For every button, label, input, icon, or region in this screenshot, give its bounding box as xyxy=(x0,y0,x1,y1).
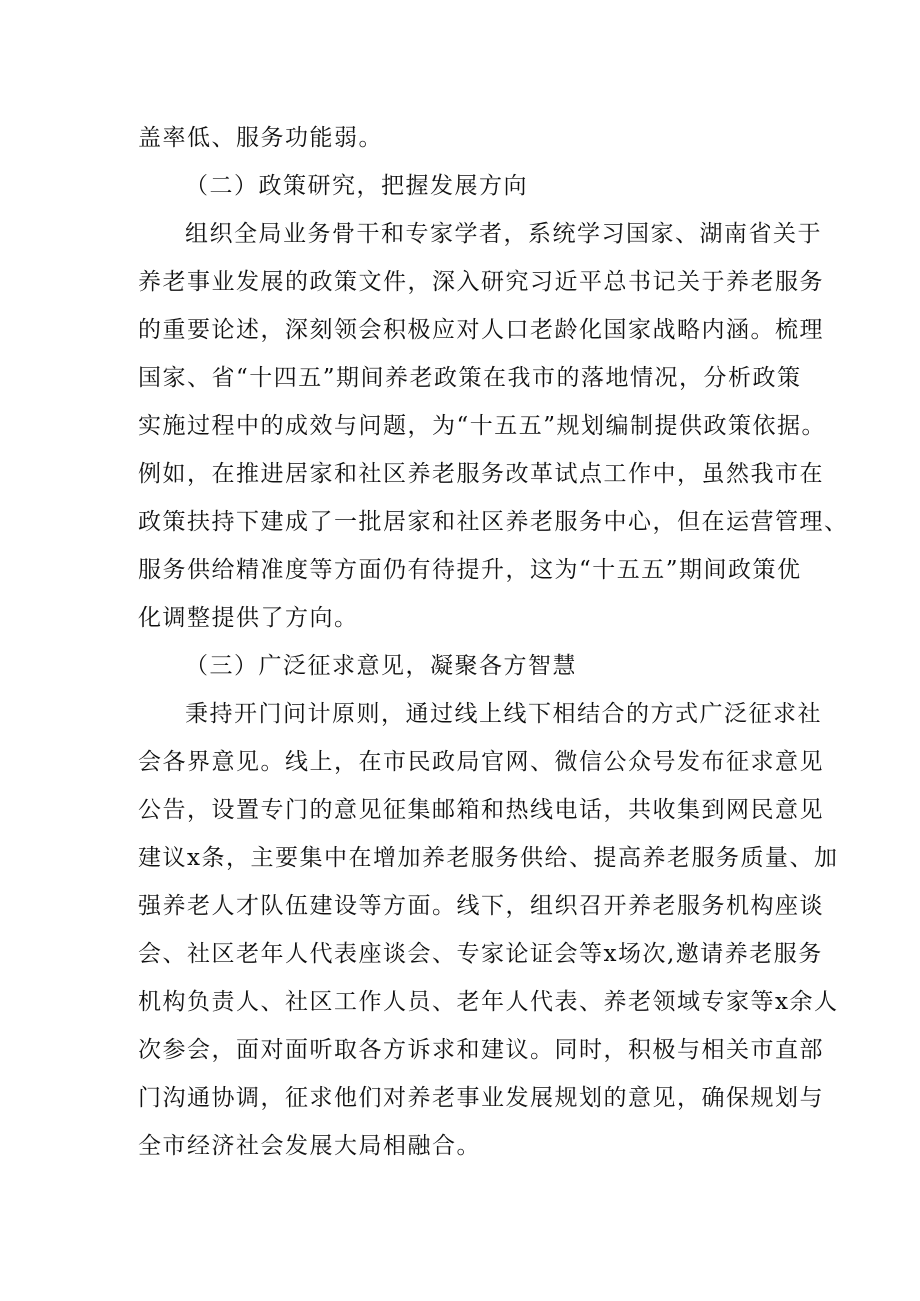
paragraph-line: 会、社区老年人代表座谈会、专家论证会等x场次,邀请养老服务 xyxy=(138,941,823,967)
paragraph-line: 国家、省“十四五”期间养老政策在我市的落地情况，分析政策 xyxy=(138,365,802,391)
paragraph-line: 全市经济社会发展大局相融合。 xyxy=(138,1133,481,1159)
paragraph-line: 的重要论述，深刻领会积极应对人口老龄化国家战略内涵。梳理 xyxy=(138,317,824,343)
paragraph-line: 建议x条，主要集中在增加养老服务供给、提高养老服务质量、加 xyxy=(138,845,839,871)
paragraph-line: 服务供给精准度等方面仍有待提升，这为“十五五”期间政策优 xyxy=(138,557,802,583)
section-heading: （三）广泛征求意见，凝聚各方智慧 xyxy=(185,653,577,679)
paragraph-line: 化调整提供了方向。 xyxy=(138,605,359,631)
paragraph-line: 次参会，面对面听取各方诉求和建议。同时，积极与相关市直部 xyxy=(138,1037,824,1063)
paragraph-line: 机构负责人、社区工作人员、老年人代表、养老领域专家等x余人 xyxy=(138,989,839,1015)
paragraph-line: 秉持开门问计原则，通过线上线下相结合的方式广泛征求社 xyxy=(185,701,822,727)
paragraph-line: 实施过程中的成效与问题，为“十五五”规划编制提供政策依据。 xyxy=(138,413,827,439)
paragraph-line: 盖率低、服务功能弱。 xyxy=(138,125,383,151)
paragraph-line: 门沟通协调，征求他们对养老事业发展规划的意见，确保规划与 xyxy=(138,1085,824,1111)
paragraph-line: 政策扶持下建成了一批居家和社区养老服务中心，但在运营管理、 xyxy=(138,509,849,535)
section-heading: （二）政策研究，把握发展方向 xyxy=(185,173,528,199)
paragraph-line: 公告，设置专门的意见征集邮箱和热线电话，共收集到网民意见 xyxy=(138,797,824,823)
paragraph-line: 养老事业发展的政策文件，深入研究习近平总书记关于养老服务 xyxy=(138,269,824,295)
paragraph-line: 会各界意见。线上，在市民政局官网、微信公众号发布征求意见 xyxy=(138,749,824,775)
paragraph-line: 组织全局业务骨干和专家学者，系统学习国家、湖南省关于 xyxy=(185,221,822,247)
paragraph-line: 强养老人才队伍建设等方面。线下，组织召开养老服务机构座谈 xyxy=(138,893,824,919)
paragraph-line: 例如，在推进居家和社区养老服务改革试点工作中，虽然我市在 xyxy=(138,461,824,487)
